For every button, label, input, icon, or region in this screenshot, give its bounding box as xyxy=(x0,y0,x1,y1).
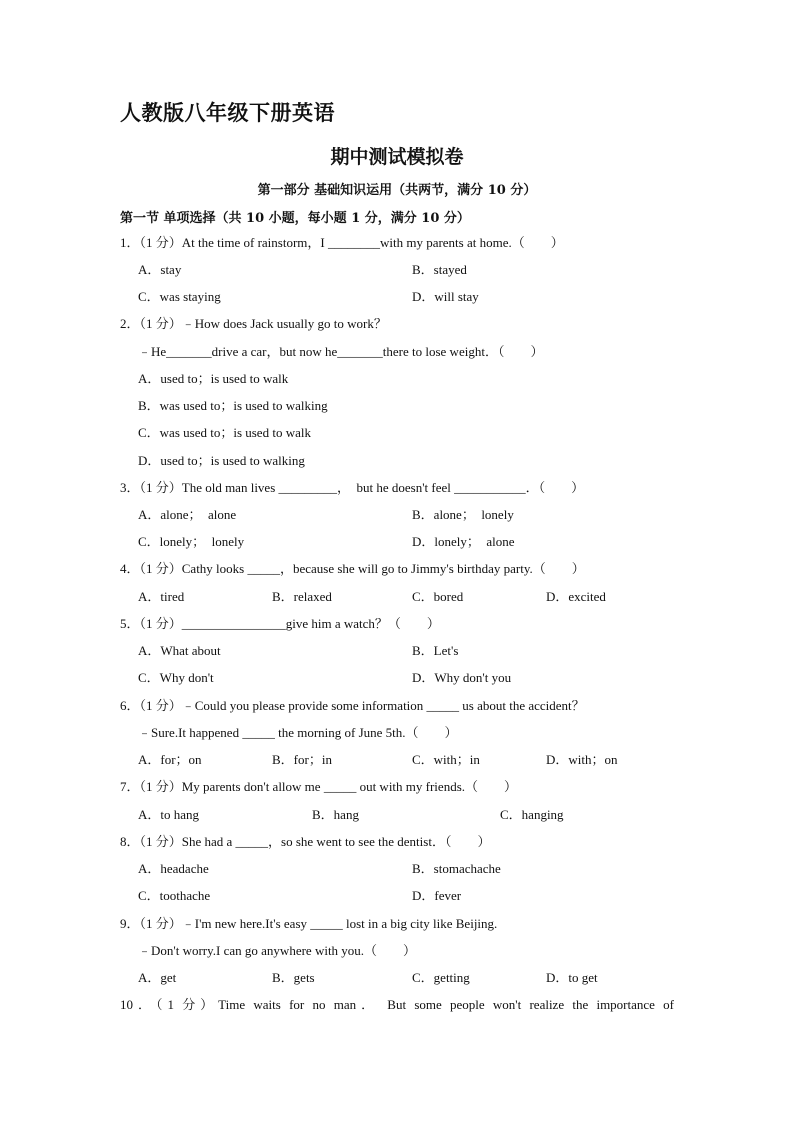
question-3-option-c[interactable]: C．lonely； lonely xyxy=(138,534,245,549)
question-5-option-d[interactable]: D．Why don't you xyxy=(412,670,512,685)
question-6-dialogue: ﹣Sure.It happened _____ the morning of June 5th.（ ） xyxy=(138,725,458,740)
question-6-option-b[interactable]: B．for；in xyxy=(272,752,332,767)
question-4-option-d[interactable]: D．excited xyxy=(546,589,606,604)
question-4-stem: 4．（1 分）Cathy looks _____，because she will go to Jimmy's birthday party.（ ） xyxy=(120,561,585,576)
question-9-stem: 9．（1 分）﹣I'm new here.It's easy _____ lost in a big city like Beijing. xyxy=(120,916,498,931)
question-3-stem: 3．（1 分）The old man lives _________， but he doesn't feel ___________．（ ） xyxy=(120,480,585,495)
part-heading: 第一部分 基础知识运用（共两节，满分 10 分） xyxy=(257,183,537,198)
question-1-option-b[interactable]: B．stayed xyxy=(412,262,467,277)
question-2-option-c[interactable]: C．was used to；is used to walk xyxy=(138,425,311,440)
question-7-stem: 7．（1 分）My parents don't allow me _____ out with my friends.（ ） xyxy=(120,779,518,794)
question-3-option-b[interactable]: B．alone； lonely xyxy=(412,507,514,522)
question-9-option-c[interactable]: C．getting xyxy=(412,970,470,985)
exam-subtitle: 期中测试模拟卷 xyxy=(330,146,464,168)
question-9-option-d[interactable]: D．to get xyxy=(546,970,598,985)
question-1-stem: 1．（1 分）At the time of rainstorm，I ________with my parents at home.（ ） xyxy=(120,235,564,250)
question-8-stem: 8．（1 分）She had a _____，so she went to see the dentist．（ ） xyxy=(120,834,491,849)
question-8-option-b[interactable]: B．stomachache xyxy=(412,861,501,876)
question-2-dialogue: ﹣He_______drive a car，but now he_______there to lose weight．（ ） xyxy=(138,344,544,359)
question-9-option-a[interactable]: A．get xyxy=(138,970,177,985)
question-5-option-b[interactable]: B．Let's xyxy=(412,643,459,658)
question-7-option-b[interactable]: B．hang xyxy=(312,807,359,822)
question-4-option-c[interactable]: C．bored xyxy=(412,589,464,604)
question-2-option-a[interactable]: A．used to；is used to walk xyxy=(138,371,289,386)
question-8-option-a[interactable]: A．headache xyxy=(138,861,209,876)
question-3-option-a[interactable]: A．alone； alone xyxy=(138,507,237,522)
question-7-option-c[interactable]: C．hanging xyxy=(500,807,564,822)
question-5-stem: 5．（1 分）________________give him a watch？（ ） xyxy=(120,616,440,631)
question-2-option-b[interactable]: B．was used to；is used to walking xyxy=(138,398,328,413)
question-7-option-a[interactable]: A．to hang xyxy=(138,807,200,822)
exam-title: 人教版八年级下册英语 xyxy=(120,100,335,125)
question-4-option-b[interactable]: B．relaxed xyxy=(272,589,332,604)
question-6-stem: 6．（1 分）﹣Could you please provide some information _____ us about the accident？ xyxy=(120,698,585,713)
question-5-option-a[interactable]: A．What about xyxy=(138,643,221,658)
section-heading: 第一节 单项选择（共 10 小题，每小题 1 分，满分 10 分） xyxy=(120,211,470,226)
question-2-stem: 2．（1 分）﹣How does Jack usually go to work？ xyxy=(120,316,387,331)
question-8-option-d[interactable]: D．fever xyxy=(412,888,462,903)
question-6-option-c[interactable]: C．with；in xyxy=(412,752,480,767)
question-10-stem: 10．（1 分）Time waits for no man． But some people won't realize the importance of xyxy=(120,997,674,1012)
question-3-option-d[interactable]: D．lonely； alone xyxy=(412,534,515,549)
question-1-option-c[interactable]: C．was staying xyxy=(138,289,221,304)
question-6-option-a[interactable]: A．for；on xyxy=(138,752,202,767)
question-6-option-d[interactable]: D．with；on xyxy=(546,752,618,767)
question-8-option-c[interactable]: C．toothache xyxy=(138,888,211,903)
question-1-option-a[interactable]: A．stay xyxy=(138,262,182,277)
question-9-dialogue: ﹣Don't worry.I can go anywhere with you.（ ） xyxy=(138,943,417,958)
question-5-option-c[interactable]: C．Why don't xyxy=(138,670,214,685)
question-2-option-d[interactable]: D．used to；is used to walking xyxy=(138,453,305,468)
question-9-option-b[interactable]: B．gets xyxy=(272,970,315,985)
question-1-option-d[interactable]: D．will stay xyxy=(412,289,479,304)
question-4-option-a[interactable]: A．tired xyxy=(138,589,185,604)
